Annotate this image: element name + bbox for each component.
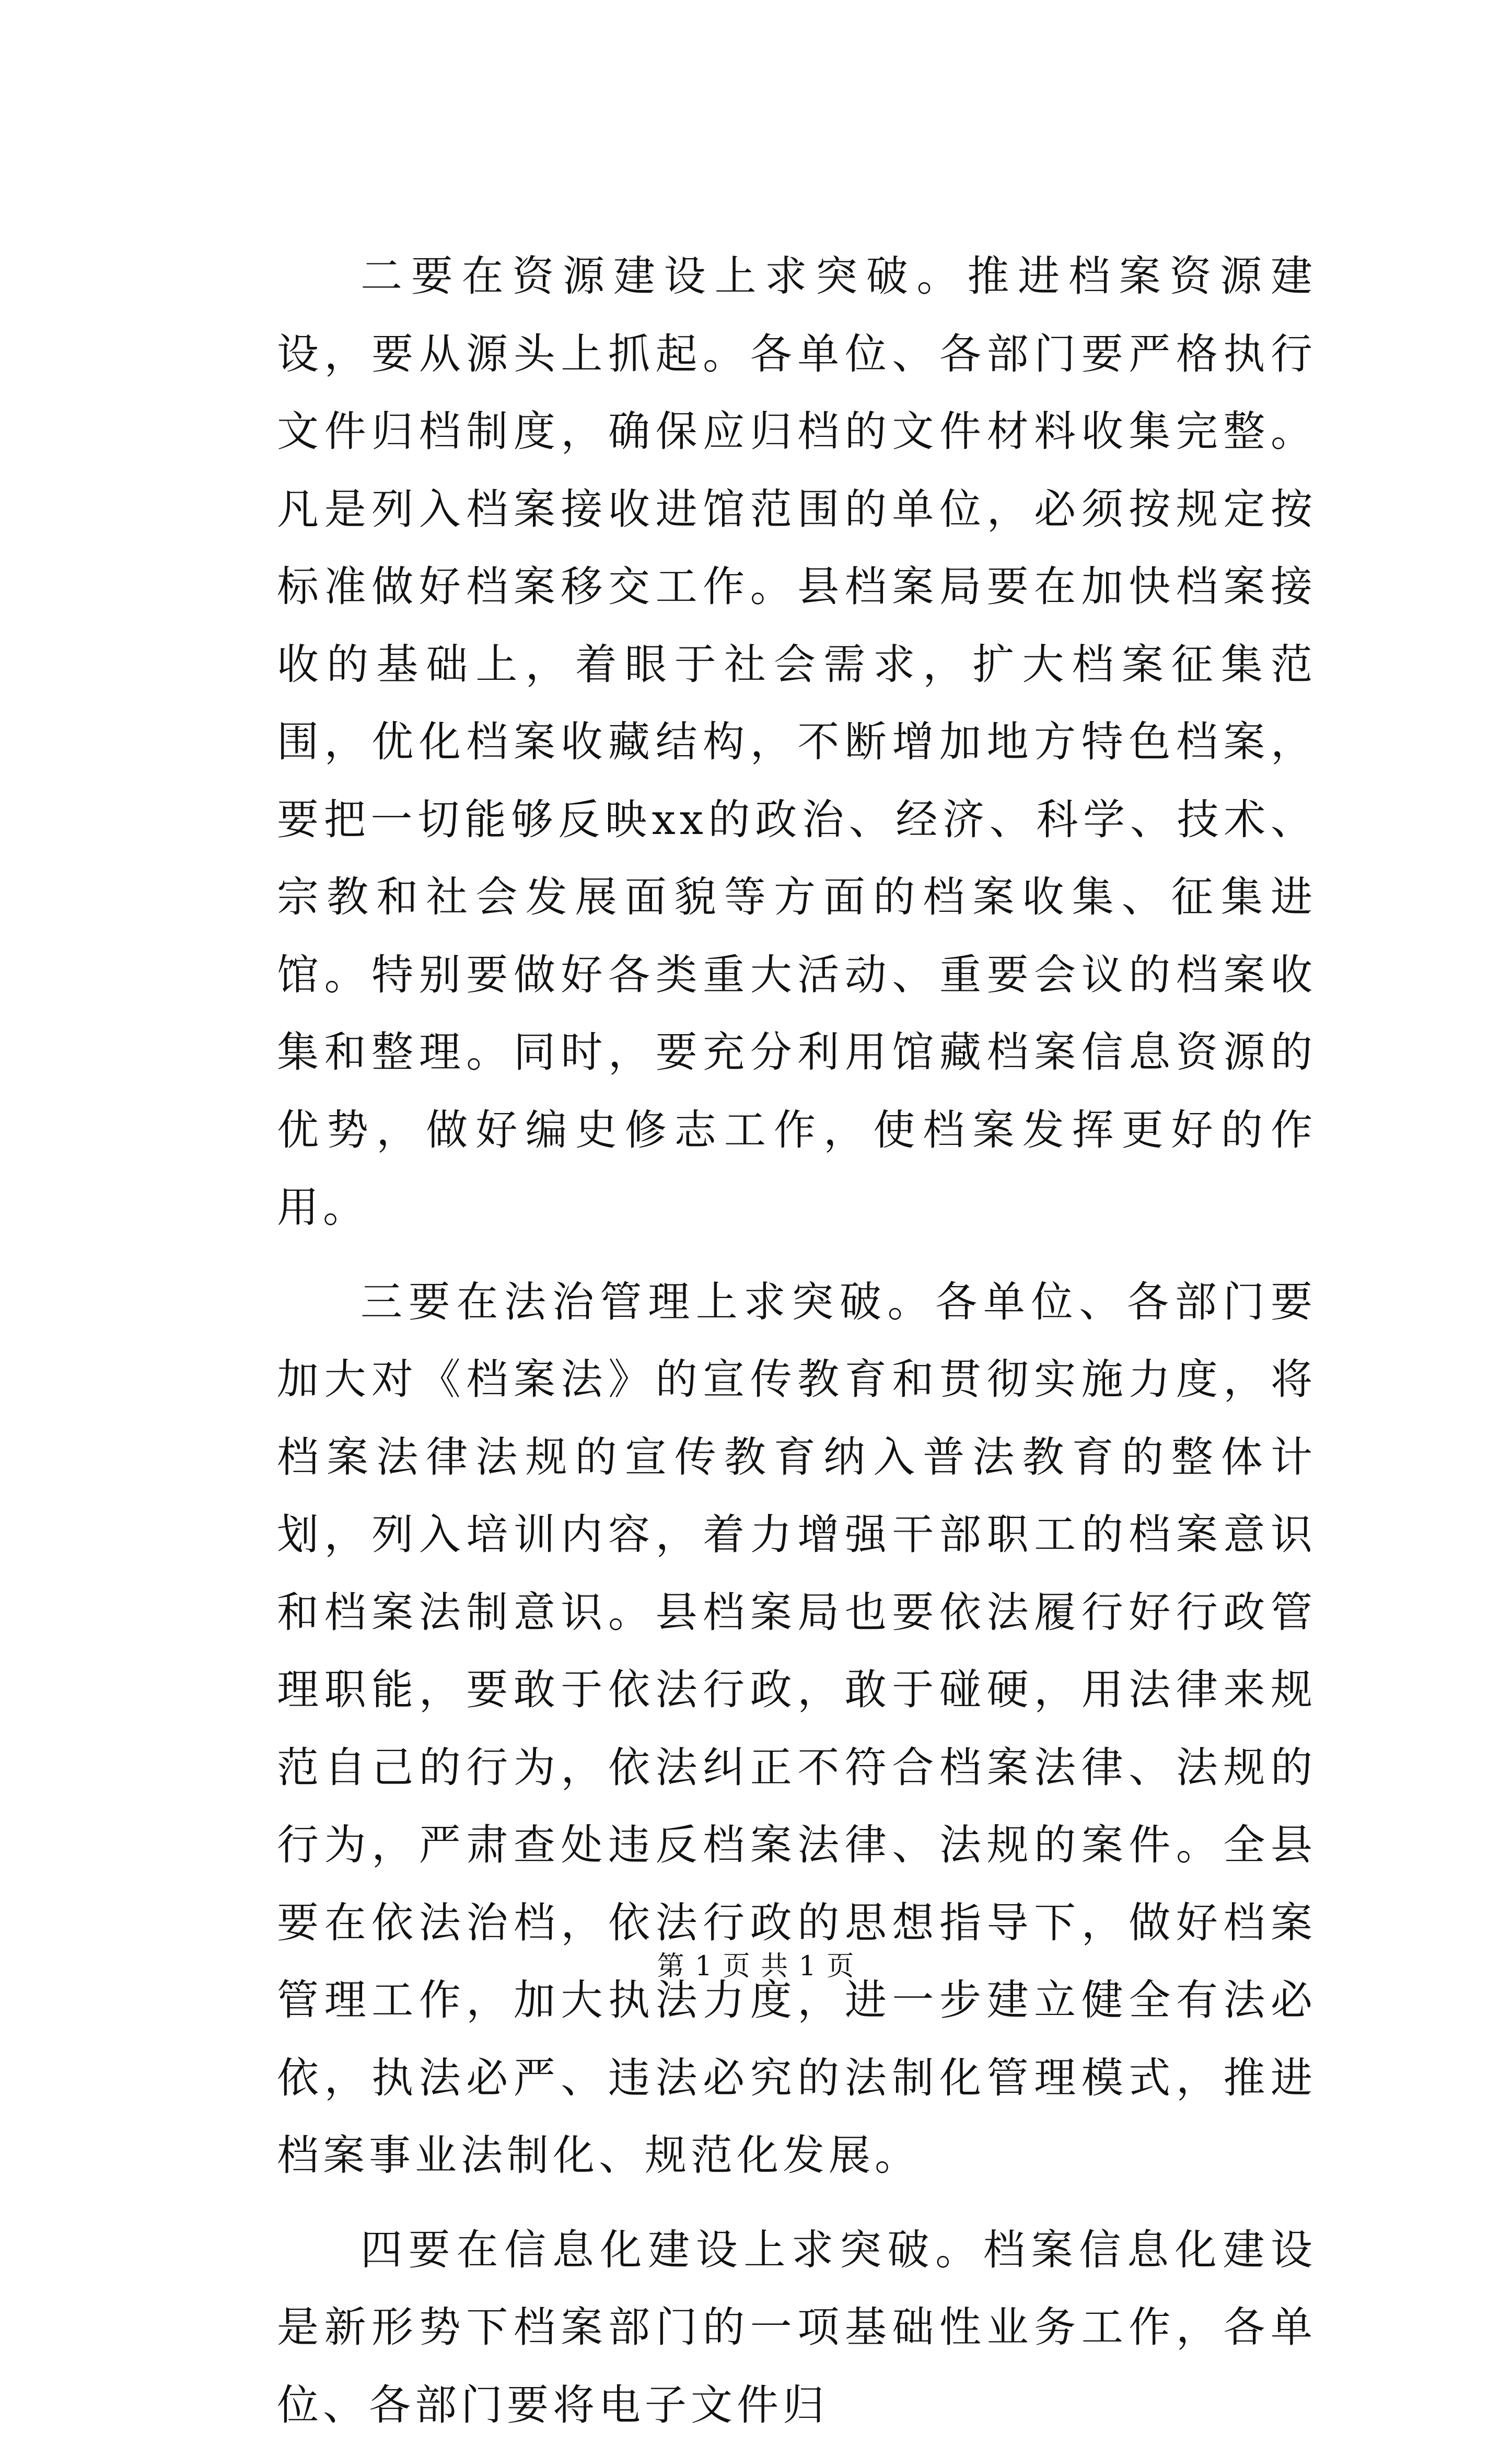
paragraph-resource-building: 二要在资源建设上求突破。推进档案资源建设，要从源头上抓起。各单位、各部门要严格执行文件归档制度，确保应归档的文件材料收集完整。凡是列入档案接收进馆范围的单位，必须按规定按标准做好档案移交工作。县档案局要在加快档案接收的基础上，着眼于社会需求，扩大档案征集范围，优化档案收藏结构，不断增加地方特色档案，要把一切能够反映xx的政治、经济、科学、技术、宗教和社会发展面貌等方面的档案收集、征集进馆。特别要做好各类重大活动、重要会议的档案收集和整理。同时，要充分利用馆藏档案信息资源的优势，做好编史修志工作，使档案发挥更好的作用。 bbox=[277, 238, 1317, 1247]
page-number-footer: 第 1 页 共 1 页 bbox=[0, 1948, 1512, 1985]
document-body bbox=[277, 238, 1317, 2444]
paragraph-informatization: 四要在信息化建设上求突破。档案信息化建设是新形势下档案部门的一项基础性业务工作，各单位、各部门要将电子文件归 bbox=[277, 2211, 1317, 2444]
paragraph-legal-management: 三要在法治管理上求突破。各单位、各部门要加大对《档案法》的宣传教育和贯彻实施力度，将档案法律法规的宣传教育纳入普法教育的整体计划，列入培训内容，着力增强干部职工的档案意识和档案法制意识。县档案局也要依法履行好行政管理职能，要敢于依法行政，敢于碰硬，用法律来规范自己的行为，依法纠正不符合档案法律、法规的行为，严肃查处违反档案法律、法规的案件。全县要在依法治档，依法行政的思想指导下，做好档案管理工作，加大执法力度，进一步建立健全有法必依，执法必严、违法必究的法制化管理模式，推进档案事业法制化、规范化发展。 bbox=[277, 1264, 1317, 2195]
